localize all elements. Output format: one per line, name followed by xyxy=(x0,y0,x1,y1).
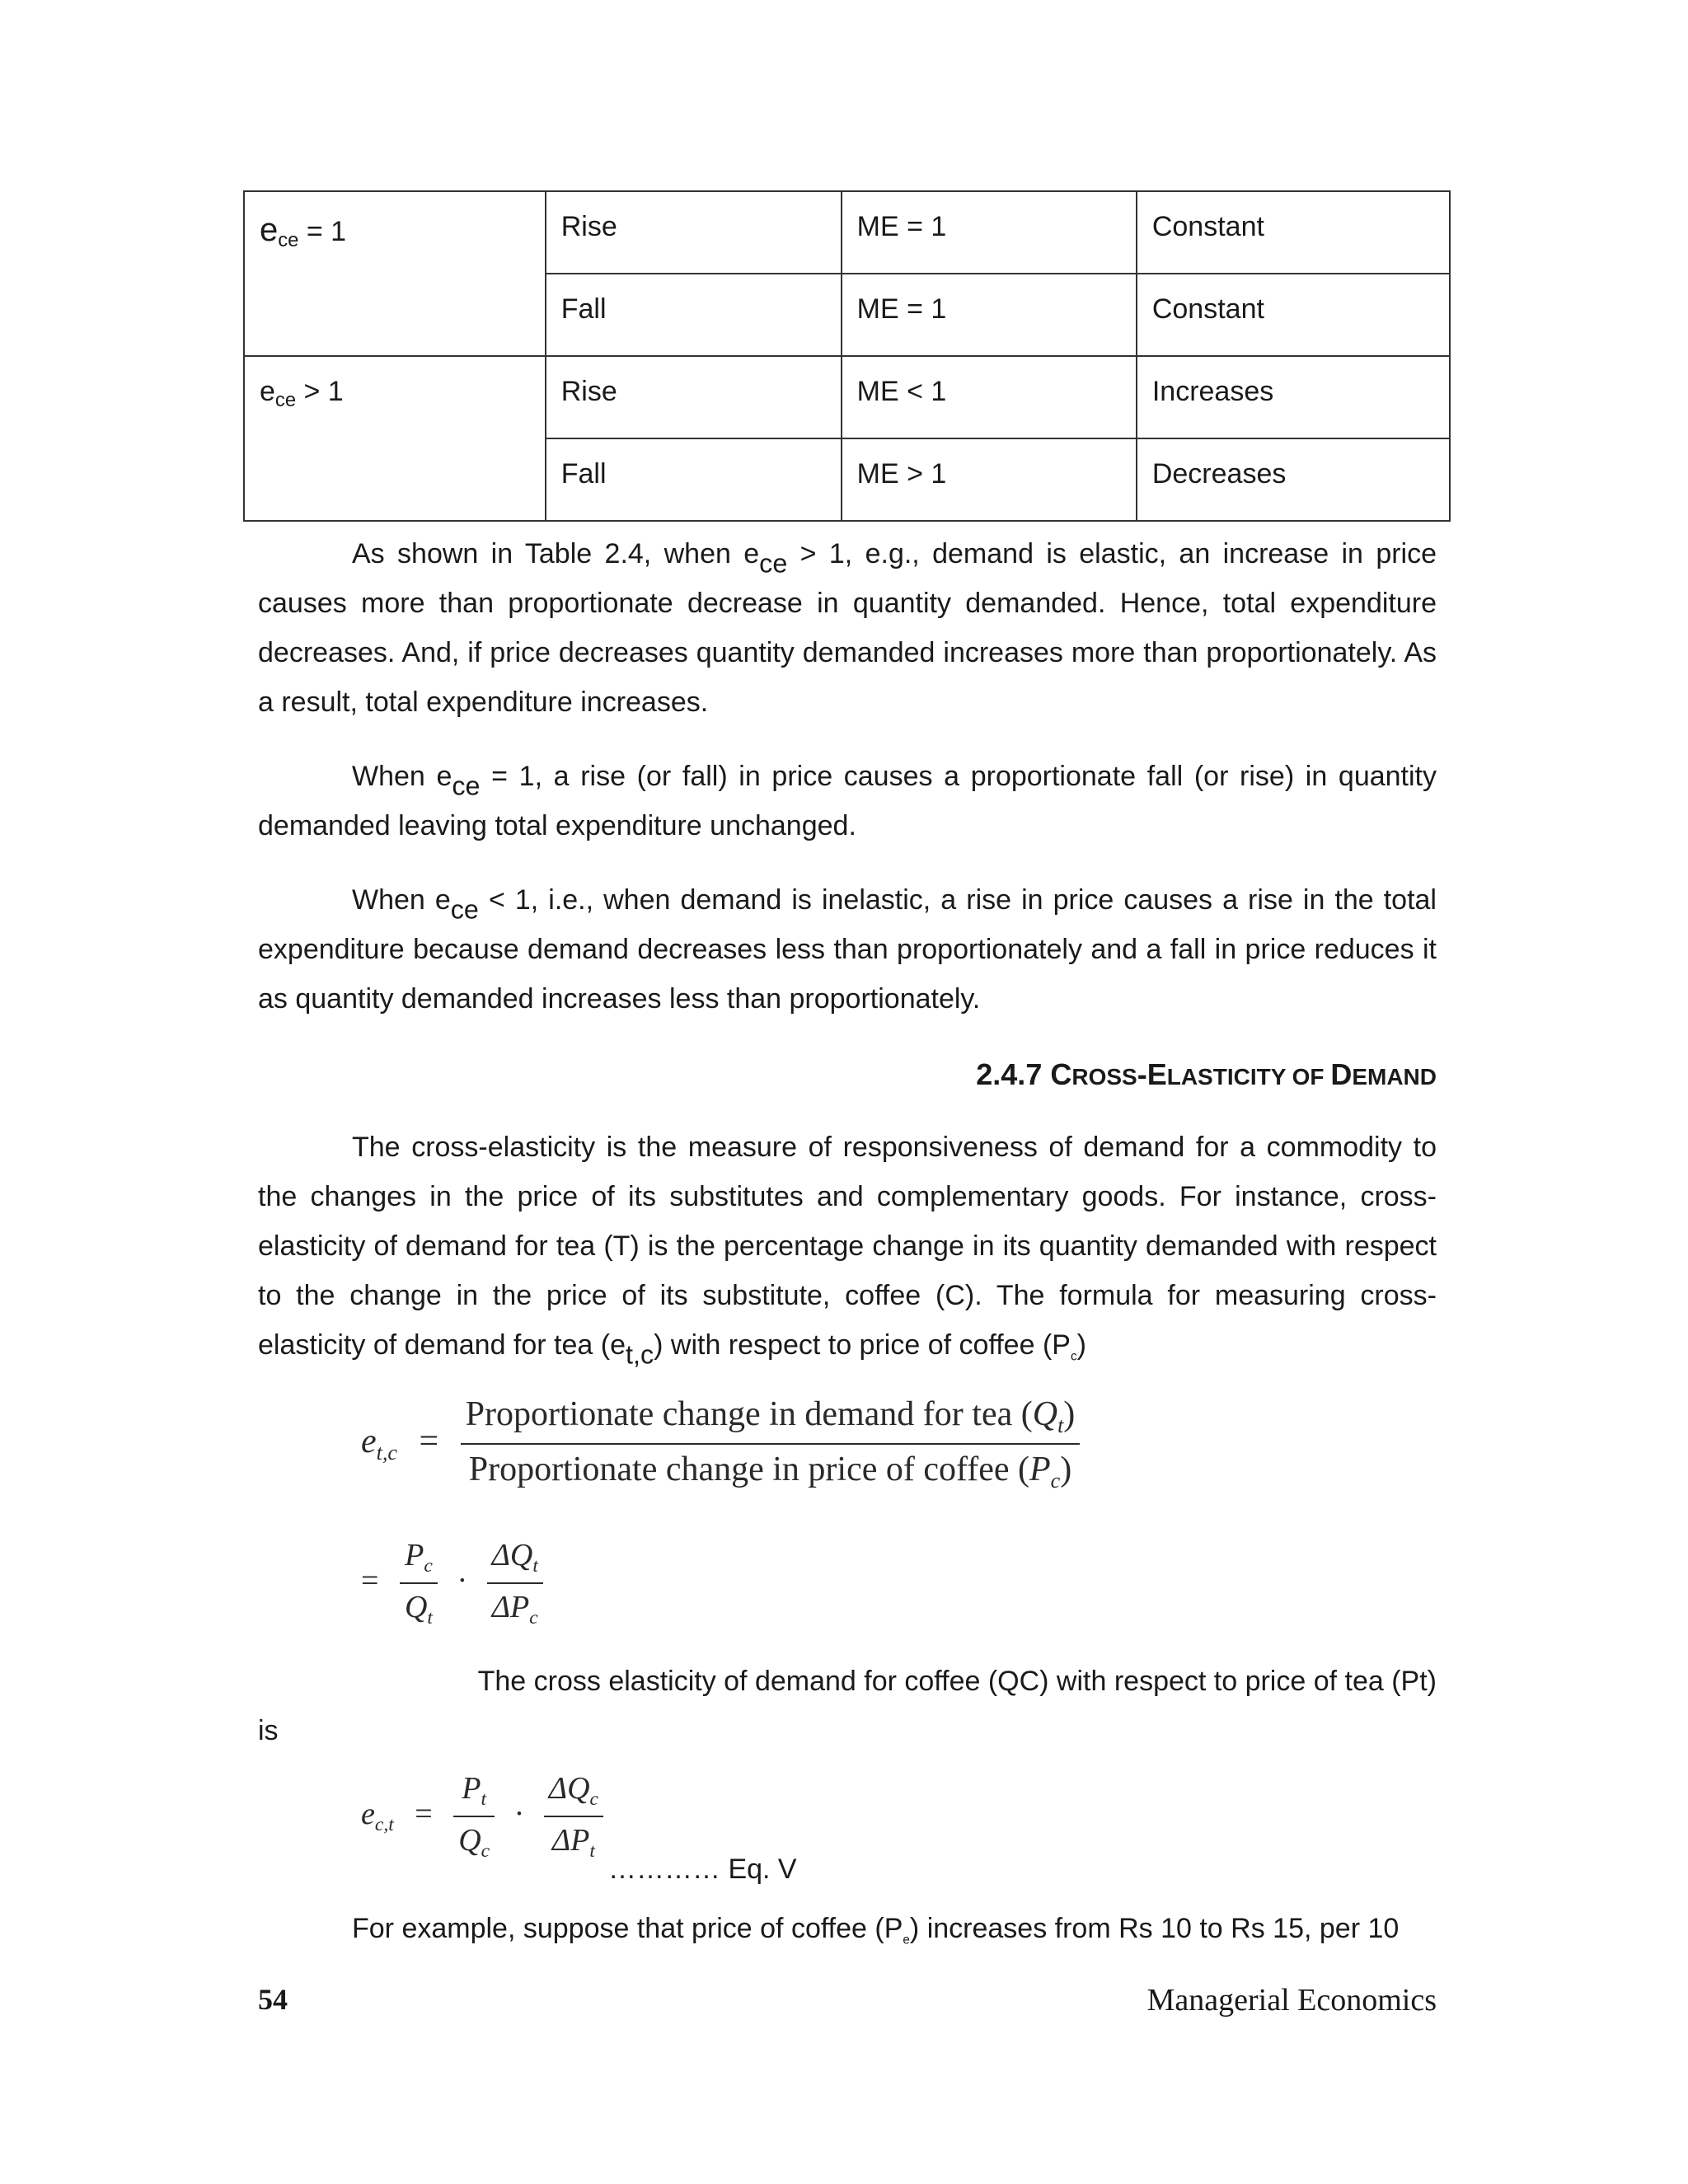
fraction xyxy=(487,1537,543,1629)
numerator-subscript: c xyxy=(424,1555,433,1577)
paragraph-elastic xyxy=(258,529,1437,727)
heading-dash: - xyxy=(1137,1057,1147,1091)
numerator-subscript: c xyxy=(589,1788,598,1811)
formula-subscript: t,c xyxy=(376,1440,397,1465)
formula-cross-elasticity-coffee xyxy=(361,1770,603,1863)
text-run: As shown in Table 2.4, when e xyxy=(352,538,760,569)
subscript: ce xyxy=(450,894,479,925)
price-change-cell: Rise xyxy=(546,356,842,438)
denominator-variable: Q xyxy=(458,1823,481,1858)
numerator-variable: ΔQ xyxy=(548,1771,590,1806)
fraction-numerator xyxy=(453,1770,495,1816)
fraction-denominator xyxy=(461,1443,1081,1493)
denominator-variable: P xyxy=(1029,1451,1051,1489)
subscript: ce xyxy=(759,548,788,579)
heading-cap: E xyxy=(1146,1057,1167,1091)
fraction xyxy=(461,1394,1081,1493)
price-change-cell: Fall xyxy=(546,438,842,521)
heading-smallcaps: EMAND xyxy=(1352,1064,1437,1090)
elasticity-symbol: e xyxy=(260,376,275,407)
numerator-text: Proportionate change in demand for tea ( xyxy=(465,1395,1033,1433)
elasticity-subscript: ce xyxy=(274,389,297,412)
elasticity-relation: > 1 xyxy=(296,376,344,407)
text-run: < 1, i.e., when demand is inelastic, a rise in price causes a rise in the total expenditure because demand decreases less than proportionately and a fall in price reduces it as quantity demanded increases less than proportionately. xyxy=(258,884,1437,1015)
expenditure-cell: Constant xyxy=(1137,274,1450,356)
fraction-numerator xyxy=(487,1537,543,1582)
elasticity-expenditure-table xyxy=(243,190,1451,522)
paragraph-coffee-intro-tail xyxy=(258,1706,1437,1755)
multiply-dot: · xyxy=(457,1563,468,1598)
page-number: 54 xyxy=(258,1983,288,2016)
table-row xyxy=(244,356,1450,438)
paragraph-unitary xyxy=(258,752,1437,851)
equation-label xyxy=(608,1844,1020,1894)
elasticity-cell xyxy=(244,191,546,356)
heading-cap: D xyxy=(1330,1057,1353,1091)
elasticity-subscript: ce xyxy=(278,229,299,252)
equation-number: ………… Eq. V xyxy=(608,1854,797,1885)
formula-symbol: e xyxy=(361,1796,375,1831)
heading-cap: C xyxy=(1050,1057,1072,1091)
formula-symbol: e xyxy=(361,1422,377,1460)
formula-cross-elasticity-derivative xyxy=(361,1537,543,1629)
denominator-subscript: c xyxy=(481,1840,490,1863)
text-run: ) increases from Rs 10 to Rs 15, per 10 xyxy=(909,1913,1400,1944)
fraction-numerator xyxy=(461,1394,1081,1443)
subscript: ce xyxy=(452,771,481,801)
formula-cross-elasticity-definition xyxy=(361,1394,1080,1493)
fraction-denominator xyxy=(487,1582,543,1629)
equals-sign: = xyxy=(415,1796,433,1831)
paragraph-example xyxy=(258,1904,1437,1953)
text-run: The cross-elasticity is the measure of responsiveness of demand for a commodity to the changes in the price of its substitutes and complementary goods. For instance, cross-elasticity of demand for tea (T) is the percentage change in its quantity demanded with respect to the change in the price of its substitute, coffee (C). The formula for measuring cross-elasticity of demand for tea (e xyxy=(258,1132,1437,1361)
text-run: The cross elasticity of demand for coffee (QC) with respect to price of tea (Pt) xyxy=(477,1666,1437,1697)
numerator-variable: P xyxy=(405,1538,424,1572)
heading-smallcaps: ROSS xyxy=(1071,1064,1137,1090)
numerator-close: ) xyxy=(1063,1395,1076,1433)
text-run: ) with respect to price of coffee (P xyxy=(654,1329,1071,1361)
fraction-numerator xyxy=(400,1537,438,1582)
multiply-dot: · xyxy=(513,1796,525,1831)
expenditure-cell: Constant xyxy=(1137,191,1450,274)
expenditure-cell: Increases xyxy=(1137,356,1450,438)
denominator-variable: Q xyxy=(404,1590,428,1625)
numerator-subscript: t xyxy=(481,1788,487,1811)
denominator-variable: ΔP xyxy=(551,1823,590,1858)
text-run: = 1, a rise (or fall) in price causes a proportionate fall (or rise) in quantity demanded leaving total expenditure unchanged. xyxy=(258,761,1437,841)
fraction xyxy=(400,1537,438,1629)
text-run: When e xyxy=(352,761,452,792)
me-cell: ME = 1 xyxy=(842,191,1137,274)
expenditure-cell: Decreases xyxy=(1137,438,1450,521)
text-run: For example, suppose that price of coffee (P xyxy=(352,1913,903,1944)
elasticity-cell xyxy=(244,356,546,521)
table-row xyxy=(244,191,1450,274)
equals-sign: = xyxy=(419,1422,439,1460)
numerator-variable: ΔQ xyxy=(491,1538,533,1572)
text-run: is xyxy=(258,1715,279,1746)
fraction-numerator xyxy=(544,1770,603,1816)
subscript: e xyxy=(903,1933,910,1947)
denominator-subscript: t xyxy=(589,1840,595,1863)
equals-sign: = xyxy=(361,1563,379,1598)
formula-subscript: c,t xyxy=(374,1814,394,1836)
numerator-subscript: t xyxy=(532,1555,538,1577)
fraction-denominator xyxy=(544,1816,603,1863)
numerator-variable: P xyxy=(462,1771,481,1806)
heading-smallcaps: LASTICITY OF xyxy=(1166,1064,1331,1090)
fraction-denominator xyxy=(400,1582,438,1629)
paragraph-coffee-intro xyxy=(258,1657,1437,1706)
price-change-cell: Rise xyxy=(546,191,842,274)
me-cell: ME > 1 xyxy=(842,438,1137,521)
subscript: c xyxy=(1070,1349,1077,1364)
elasticity-symbol: e xyxy=(260,212,279,248)
numerator-variable: Q xyxy=(1032,1395,1058,1433)
me-cell: ME = 1 xyxy=(842,274,1137,356)
text-run: ) xyxy=(1076,1329,1086,1361)
text-run: When e xyxy=(352,884,451,916)
denominator-text: Proportionate change in price of coffee ( xyxy=(468,1451,1029,1489)
paragraph-inelastic xyxy=(258,875,1437,1024)
heading-number: 2.4.7 xyxy=(976,1057,1051,1091)
denominator-close: ) xyxy=(1060,1451,1072,1489)
denominator-subscript: c xyxy=(529,1607,538,1629)
section-heading xyxy=(0,1057,1437,1092)
text-run: > 1, e.g., demand is elastic, an increase in price causes more than proportionate decrease in quantity demanded. Hence, total expenditure decreases. And, if price decreases quantity demanded increases more than proportionately. As a result, total expenditure increases. xyxy=(258,538,1437,718)
price-change-cell: Fall xyxy=(546,274,842,356)
denominator-subscript: t xyxy=(427,1607,433,1629)
denominator-subscript: c xyxy=(1050,1469,1061,1493)
fraction xyxy=(544,1770,603,1863)
subscript: t,c xyxy=(626,1339,654,1370)
denominator-variable: ΔP xyxy=(491,1590,530,1625)
numerator-subscript: t xyxy=(1057,1413,1064,1438)
fraction xyxy=(453,1770,495,1863)
me-cell: ME < 1 xyxy=(842,356,1137,438)
paragraph-cross-elasticity xyxy=(258,1122,1437,1370)
elasticity-relation: = 1 xyxy=(298,216,347,247)
fraction-denominator xyxy=(453,1816,495,1863)
book-title: Managerial Economics xyxy=(1146,1983,1437,2018)
